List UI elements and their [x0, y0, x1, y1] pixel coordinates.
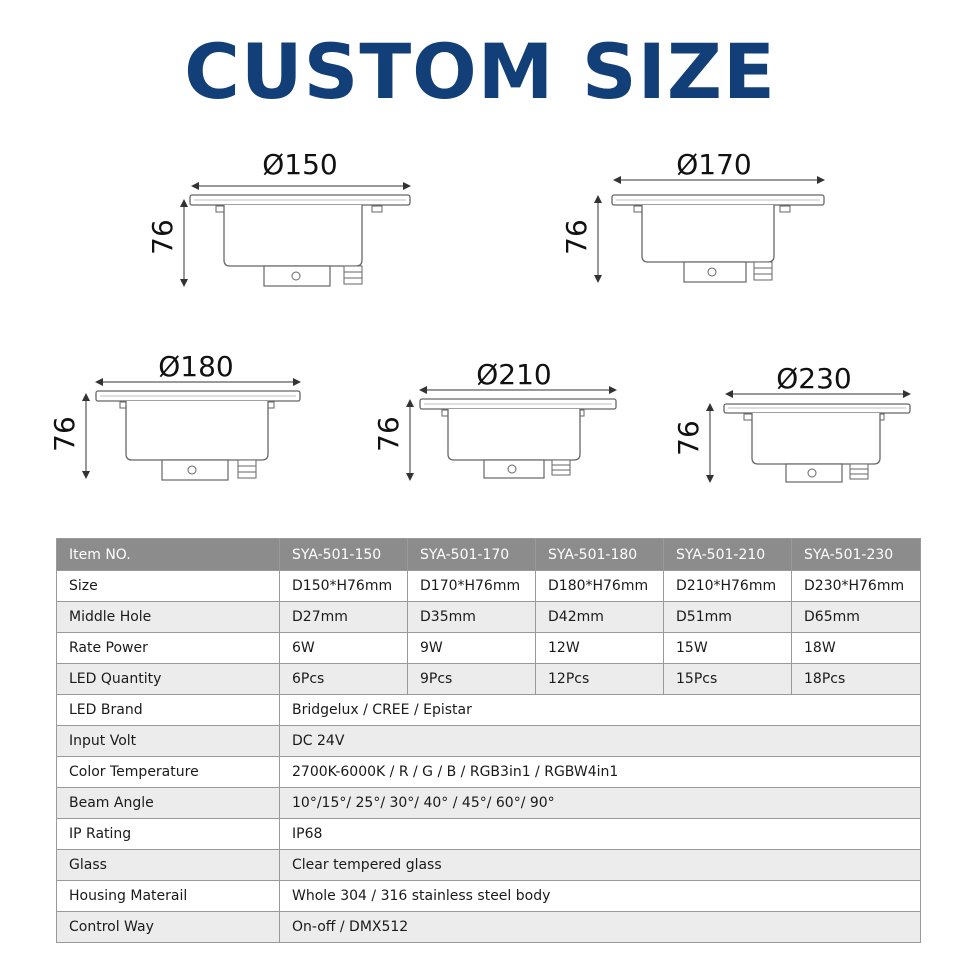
diameter-label: Ø230 [776, 362, 852, 395]
height-label: 76 [672, 420, 705, 456]
table-cell: DC 24V [280, 726, 921, 757]
table-cell: 18Pcs [792, 664, 921, 695]
table-cell: D230*H76mm [792, 571, 921, 602]
drawing-210 [374, 354, 644, 504]
table-cell: 12W [536, 633, 664, 664]
spec-table [56, 538, 921, 943]
drawing-svg [562, 148, 832, 298]
header-cell: SYA-501-210 [664, 539, 792, 571]
table-cell: Bridgelux / CREE / Epistar [280, 695, 921, 726]
table-cell: D27mm [280, 602, 408, 633]
table-row [57, 757, 921, 788]
table-cell: Whole 304 / 316 stainless steel body [280, 881, 921, 912]
drawing-svg [50, 350, 320, 500]
drawing-180 [50, 350, 320, 500]
diameter-label: Ø180 [158, 350, 234, 383]
height-label: 76 [560, 219, 593, 255]
row-label: Housing Materail [57, 881, 280, 912]
header-cell: SYA-501-180 [536, 539, 664, 571]
table-cell: D180*H76mm [536, 571, 664, 602]
row-label: Input Volt [57, 726, 280, 757]
drawing-150 [148, 148, 418, 298]
table-cell: D150*H76mm [280, 571, 408, 602]
fixture-outline [612, 195, 824, 282]
table-row [57, 602, 921, 633]
table-header-row [57, 539, 921, 571]
header-cell: SYA-501-150 [280, 539, 408, 571]
table-row [57, 881, 921, 912]
header-cell: SYA-501-170 [408, 539, 536, 571]
table-cell: 10°/15°/ 25°/ 30°/ 40° / 45°/ 60°/ 90° [280, 788, 921, 819]
table-row [57, 850, 921, 881]
diameter-label: Ø150 [262, 148, 338, 181]
table-cell: Clear tempered glass [280, 850, 921, 881]
table-row [57, 912, 921, 943]
table-row [57, 664, 921, 695]
drawing-svg [148, 148, 418, 298]
table-cell: D51mm [664, 602, 792, 633]
fixture-outline [96, 391, 300, 480]
drawing-170 [562, 148, 832, 298]
table-row [57, 819, 921, 850]
row-label: LED Quantity [57, 664, 280, 695]
height-label: 76 [48, 416, 81, 452]
table-cell: 9Pcs [408, 664, 536, 695]
row-label: Color Temperature [57, 757, 280, 788]
row-label: Beam Angle [57, 788, 280, 819]
table-cell: 6W [280, 633, 408, 664]
row-label: Rate Power [57, 633, 280, 664]
table-cell: D65mm [792, 602, 921, 633]
row-label: Middle Hole [57, 602, 280, 633]
table-cell: 9W [408, 633, 536, 664]
diameter-label: Ø210 [476, 358, 552, 391]
drawing-230 [674, 360, 944, 510]
table-row [57, 571, 921, 602]
row-label: LED Brand [57, 695, 280, 726]
height-label: 76 [146, 219, 179, 255]
table-cell: D35mm [408, 602, 536, 633]
header-cell: SYA-501-230 [792, 539, 921, 571]
table-row [57, 726, 921, 757]
table-cell: 2700K-6000K / R / G / B / RGB3in1 / RGBW4in1 [280, 757, 921, 788]
table-cell: 15W [664, 633, 792, 664]
table-cell: D170*H76mm [408, 571, 536, 602]
header-cell: Item NO. [57, 539, 280, 571]
fixture-outline [724, 404, 910, 482]
fixture-outline [420, 399, 616, 478]
drawing-svg [674, 360, 944, 510]
table-cell: D42mm [536, 602, 664, 633]
row-label: IP Rating [57, 819, 280, 850]
table-cell: IP68 [280, 819, 921, 850]
table-cell: 18W [792, 633, 921, 664]
table-cell: On-off / DMX512 [280, 912, 921, 943]
height-label: 76 [372, 416, 405, 452]
table-cell: 12Pcs [536, 664, 664, 695]
table-row [57, 633, 921, 664]
row-label: Glass [57, 850, 280, 881]
table-row [57, 788, 921, 819]
page-title: CUSTOM SIZE [184, 27, 776, 116]
row-label: Size [57, 571, 280, 602]
table-row [57, 695, 921, 726]
fixture-outline [190, 195, 410, 286]
diameter-label: Ø170 [676, 148, 752, 181]
table-cell: 15Pcs [664, 664, 792, 695]
row-label: Control Way [57, 912, 280, 943]
table-cell: D210*H76mm [664, 571, 792, 602]
drawing-svg [374, 354, 644, 504]
table-cell: 6Pcs [280, 664, 408, 695]
